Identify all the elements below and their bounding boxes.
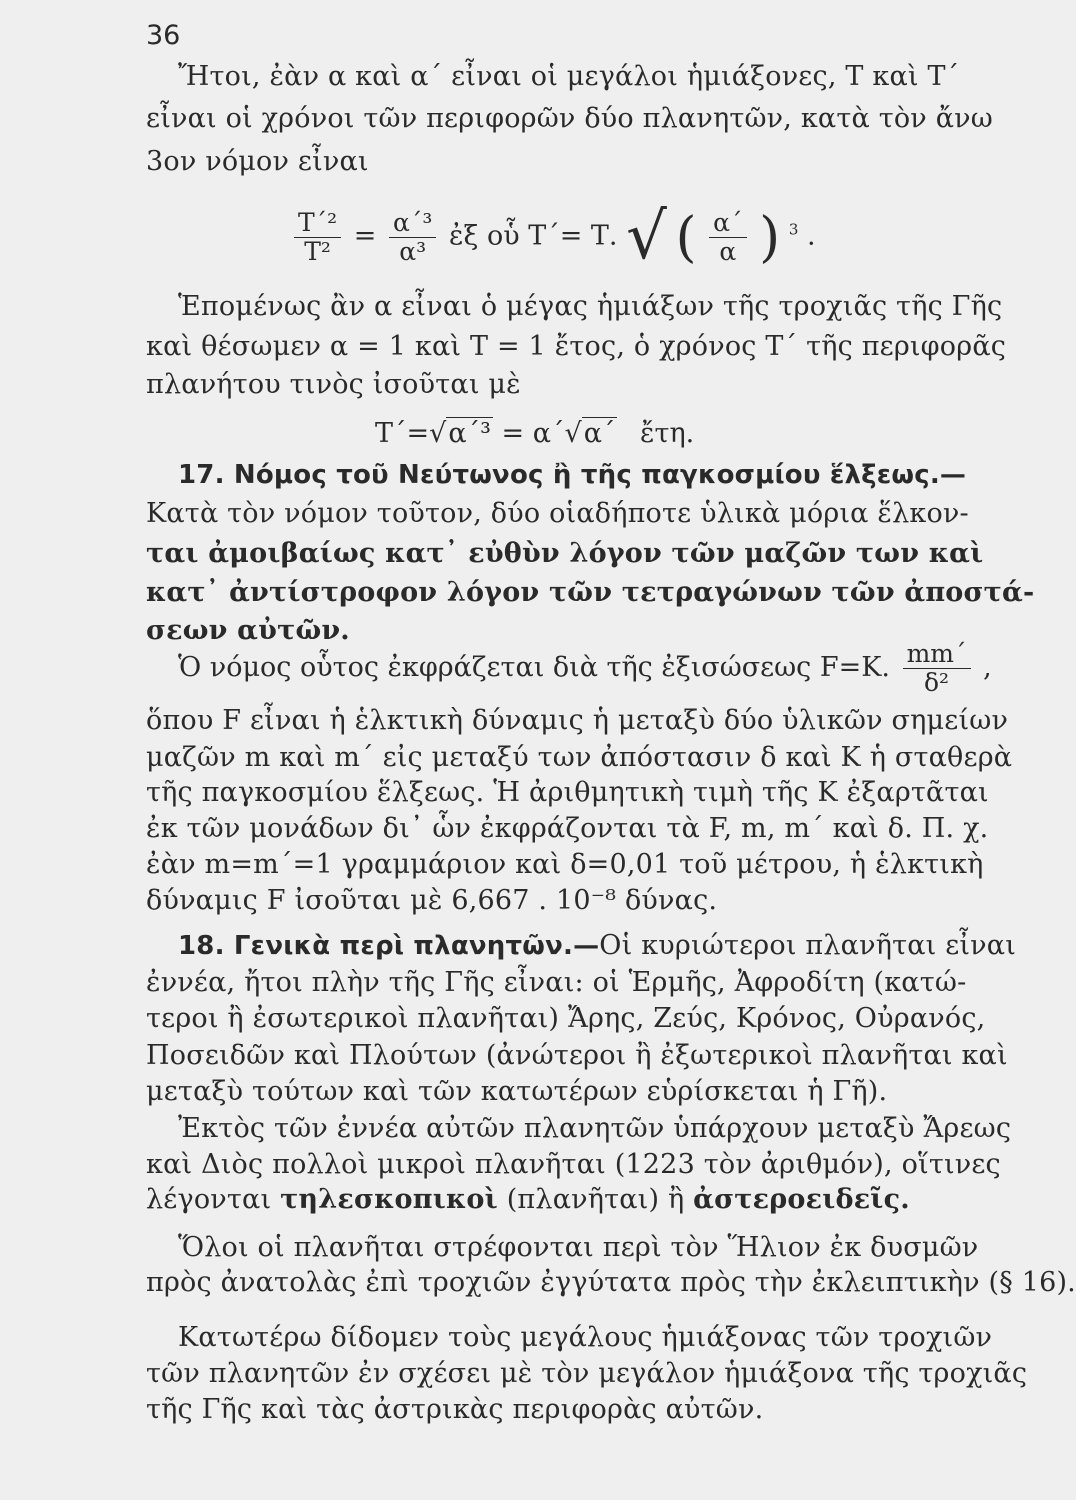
square-root <box>626 200 799 274</box>
text-line: μαζῶν m καὶ m΄ εἰς μεταξύ των ἀπόστασιν δ καὶ K ἡ σταθερὰ <box>146 742 1013 773</box>
text-line: ὅπου F εἶναι ἡ ἑλκτικὴ δύναμις ἡ μεταξὺ δύο ὑλικῶν σημείων <box>146 705 1009 736</box>
text-line: τεροι ἢ ἐσωτερικοὶ πλανῆται) Ἄρης, Ζεύς, Κρόνος, Οὐρανός, <box>146 1003 986 1034</box>
page-number: 36 <box>146 20 181 51</box>
numerator: Τ΄² <box>294 209 341 238</box>
denominator: Τ² <box>304 236 331 266</box>
text-line: ται ἀμοιβαίως κατ᾿ εὐθὺν λόγον τῶν μαζῶν των καὶ <box>146 538 984 569</box>
text-fragment: λέγονται <box>146 1184 272 1215</box>
text-line: εἶναι οἱ χρόνοι τῶν περιφορῶν δύο πλανητῶν, κατὰ τὸν ἄνω <box>146 103 993 134</box>
text-line: καὶ Διὸς πολλοὶ μικροὶ πλανῆται (1223 τὸν ἀριθμόν), οἵτινες <box>146 1149 1001 1180</box>
formula-mid: = α΄ <box>501 418 565 449</box>
text-line: 3ον νόμον εἶναι <box>146 146 369 177</box>
text-line: τῶν πλανητῶν ἐν σχέσει μὲ τὸν μεγάλον ἡμιάξονα τῆς τροχιᾶς <box>146 1358 1028 1389</box>
radicand: α΄ <box>583 418 616 449</box>
denominator: α³ <box>399 236 427 266</box>
fraction <box>389 209 436 266</box>
text-fragment: (πλανῆται) ἢ <box>506 1184 685 1215</box>
section-17-title: 17. Νόμος τοῦ Νεύτωνος ἢ τῆς παγκοσμίου ἕλξεως.— <box>178 460 967 490</box>
formula-lhs: Τ΄= <box>375 418 430 449</box>
section-18-title: 18. Γενικὰ περὶ πλανητῶν.— <box>178 931 600 961</box>
fraction <box>903 640 971 697</box>
fraction <box>709 209 746 266</box>
text-line: Ἑπομένως ἂν α εἶναι ὁ μέγας ἡμιάξων τῆς τροχιᾶς τῆς Γῆς <box>178 291 1003 322</box>
text-line: κατ᾿ ἀντίστροφον λόγον τῶν τετραγώνων τῶν ἀποστά- <box>146 577 1035 608</box>
text-line: πρὸς ἀνατολὰς ἐπὶ τροχιῶν ἐγγύτατα πρὸς τὴν ἐκλειπτικὴν (§ 16). <box>146 1267 1076 1298</box>
text-line: Ἐκτὸς τῶν ἐννέα αὐτῶν πλανητῶν ὑπάρχουν μεταξὺ Ἄρεως <box>178 1113 1012 1144</box>
denominator: δ² <box>924 668 950 697</box>
text-line: ἐννέα, ἤτοι πλὴν τῆς Γῆς εἶναι: οἱ Ἑρμῆς, Ἀφροδίτη (κατώ- <box>146 967 967 998</box>
text-line: ἐκ τῶν μονάδων δι᾿ ὧν ἐκφράζονται τὰ F, m, m΄ καὶ δ. Π. χ. <box>146 813 989 844</box>
text-line: Κατωτέρω δίδομεν τοὺς μεγάλους ἡμιάξονας τῶν τροχιῶν <box>178 1322 993 1353</box>
left-paren-icon: ( <box>675 205 697 269</box>
numerator: mm΄ <box>903 640 971 669</box>
text-line: Ἤτοι, ἐὰν α καὶ α΄ εἶναι οἱ μεγάλοι ἡμιάξονες, Τ καὶ Τ΄ <box>178 61 960 92</box>
text-line: πλανήτου τινὸς ἰσοῦται μὲ <box>146 369 521 400</box>
radical-sign-icon: √ <box>429 418 447 449</box>
text-line: μεταξὺ τούτων καὶ τῶν κατωτέρων εὑρίσκεται ἡ Γῆ). <box>146 1076 888 1107</box>
formula-text: Ὁ νόμος οὗτος ἐκφράζεται διὰ τῆς ἐξισώσεως F=K. <box>178 652 890 683</box>
numerator: α΄ <box>709 209 746 238</box>
fraction <box>294 209 341 266</box>
text-line: τῆς παγκοσμίου ἕλξεως. Ἡ ἀριθμητικὴ τιμὴ τῆς K ἐξαρτᾶται <box>146 777 989 808</box>
radicand: α΄³ <box>448 418 491 449</box>
text-line: Ποσειδῶν καὶ Πλούτων (ἀνώτεροι ἢ ἐξωτερικοὶ πλανῆται καὶ <box>146 1040 1008 1071</box>
text-line: σεων αὐτῶν. <box>146 615 350 646</box>
text-line: ἐὰν m=m΄=1 γραμμάριον καὶ δ=0,01 τοῦ μέτρου, ἡ ἑλκτικὴ <box>146 849 984 880</box>
text-line: τῆς Γῆς καὶ τὰς ἀστρικὰς περιφορὰς αὐτῶν. <box>146 1394 764 1425</box>
formula-end: , <box>983 652 992 683</box>
newton-formula <box>178 640 992 697</box>
bold-statement: Κατὰ τὸν νόμον τοῦτον, δύο οἱαδήποτε ὑλικὰ μόρια ἕλκον- <box>146 498 969 529</box>
numerator: α΄³ <box>389 209 436 238</box>
formula-text: ἐξ οὗ Τ΄= Τ. <box>449 220 618 252</box>
right-paren-icon: ) <box>759 205 781 269</box>
section-18-first-line <box>178 929 1017 963</box>
text-line <box>146 1183 910 1217</box>
period-formula <box>375 418 694 449</box>
formula-period: . <box>806 220 816 252</box>
radical-sign-icon: √ <box>626 200 667 274</box>
kepler-formula <box>290 200 816 274</box>
formula-end: ἔτη. <box>640 418 695 449</box>
radical-sign-icon: √ <box>564 418 582 449</box>
text-line: Ὅλοι οἱ πλανῆται στρέφονται περὶ τὸν Ἥλιον ἐκ δυσμῶν <box>178 1232 979 1263</box>
text-line: καὶ θέσωμεν α = 1 καὶ Τ = 1 ἔτος, ὁ χρόνος Τ΄ τῆς περιφορᾶς <box>146 331 1007 362</box>
text-line: δύναμις F ἰσοῦται μὲ 6,667 . 10⁻⁸ δύνας. <box>146 885 718 916</box>
denominator: α <box>719 236 737 266</box>
text-fragment: Οἱ κυριώτεροι πλανῆται εἶναι <box>599 930 1017 961</box>
bold-term: τηλεσκοπικοὶ <box>280 1184 498 1215</box>
text-line <box>146 497 969 531</box>
equals-sign: = <box>353 220 377 252</box>
exponent: 3 <box>788 220 799 239</box>
bold-term: ἀστεροειδεῖς. <box>693 1184 910 1215</box>
